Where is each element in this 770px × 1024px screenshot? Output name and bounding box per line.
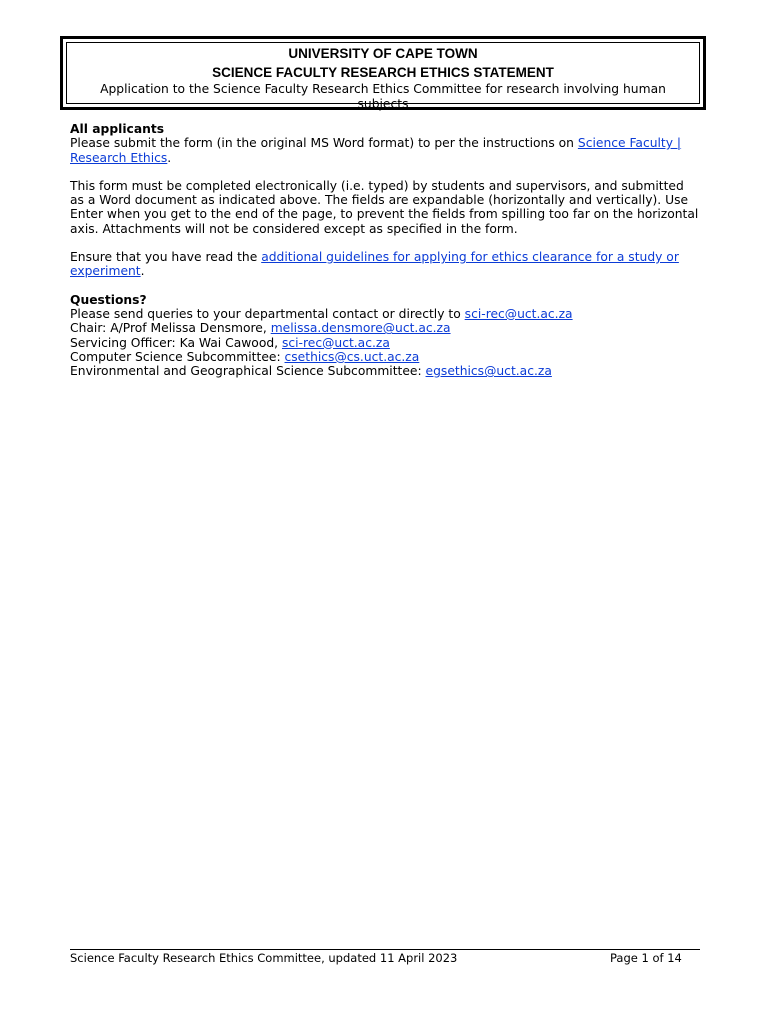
- form-title: SCIENCE FACULTY RESEARCH ETHICS STATEMENT: [212, 65, 554, 80]
- guidelines-note: [70, 250, 700, 279]
- email-link[interactable]: sci-rec@uct.ac.za: [464, 306, 573, 321]
- guidelines-text: Ensure that you have read the: [70, 250, 262, 265]
- contact-line-officer: [70, 336, 700, 350]
- title-box-inner: [66, 42, 700, 111]
- submit-text: Please submit the form (in the original MS Word format) to per the instructions on: [70, 136, 578, 151]
- form-subtitle: Application to the Science Faculty Research Ethics Committee for research involving human subjects: [100, 82, 666, 111]
- applicants-heading: All applicants: [70, 122, 165, 136]
- contact-label: Please send queries to your departmental contact or directly to: [70, 306, 465, 321]
- contact-line-queries: [70, 307, 700, 321]
- completion-instructions: This form must be completed electronically (i.e. typed) by students and supervisors, and submitted as a Word document as indicated above. The fields are expandable (horizontally and vertically). Use Enter when you get to the end of the page, to prevent the fields from spilling too far on the horizontal axis. Attachments will not be considered except as specified in the form.: [70, 178, 699, 236]
- contact-line-cs: [70, 350, 700, 364]
- submit-end: .: [167, 150, 172, 165]
- title-box: [60, 36, 706, 110]
- university-name: UNIVERSITY OF CAPE TOWN: [288, 46, 478, 61]
- contact-label: Chair: A/Prof Melissa Densmore,: [70, 321, 271, 336]
- footer-divider: [70, 949, 700, 950]
- email-link[interactable]: melissa.densmore@uct.ac.za: [270, 321, 451, 336]
- submit-instructions: [70, 136, 700, 165]
- email-link[interactable]: egsethics@uct.ac.za: [425, 364, 552, 379]
- contact-line-chair: [70, 321, 700, 335]
- research-ethics-link[interactable]: Science Faculty | Research Ethics: [70, 136, 682, 165]
- footer-committee-text: Science Faculty Research Ethics Committee, updated 11 April 2023: [70, 951, 458, 965]
- contact-label: Environmental and Geographical Science Subcommittee:: [70, 364, 426, 379]
- questions-heading: Questions?: [70, 292, 147, 307]
- document-body: [70, 122, 700, 378]
- guidelines-link[interactable]: additional guidelines for applying for ethics clearance for a study or experiment: [70, 250, 679, 279]
- email-link[interactable]: csethics@cs.uct.ac.za: [284, 349, 420, 364]
- contact-label: Computer Science Subcommittee:: [70, 349, 285, 364]
- guidelines-end: .: [140, 264, 145, 279]
- contact-line-egs: [70, 364, 700, 378]
- contact-label: Servicing Officer: Ka Wai Cawood,: [70, 335, 282, 350]
- email-link[interactable]: sci-rec@uct.ac.za: [281, 335, 390, 350]
- page-number: Page 1 of 14: [610, 951, 682, 965]
